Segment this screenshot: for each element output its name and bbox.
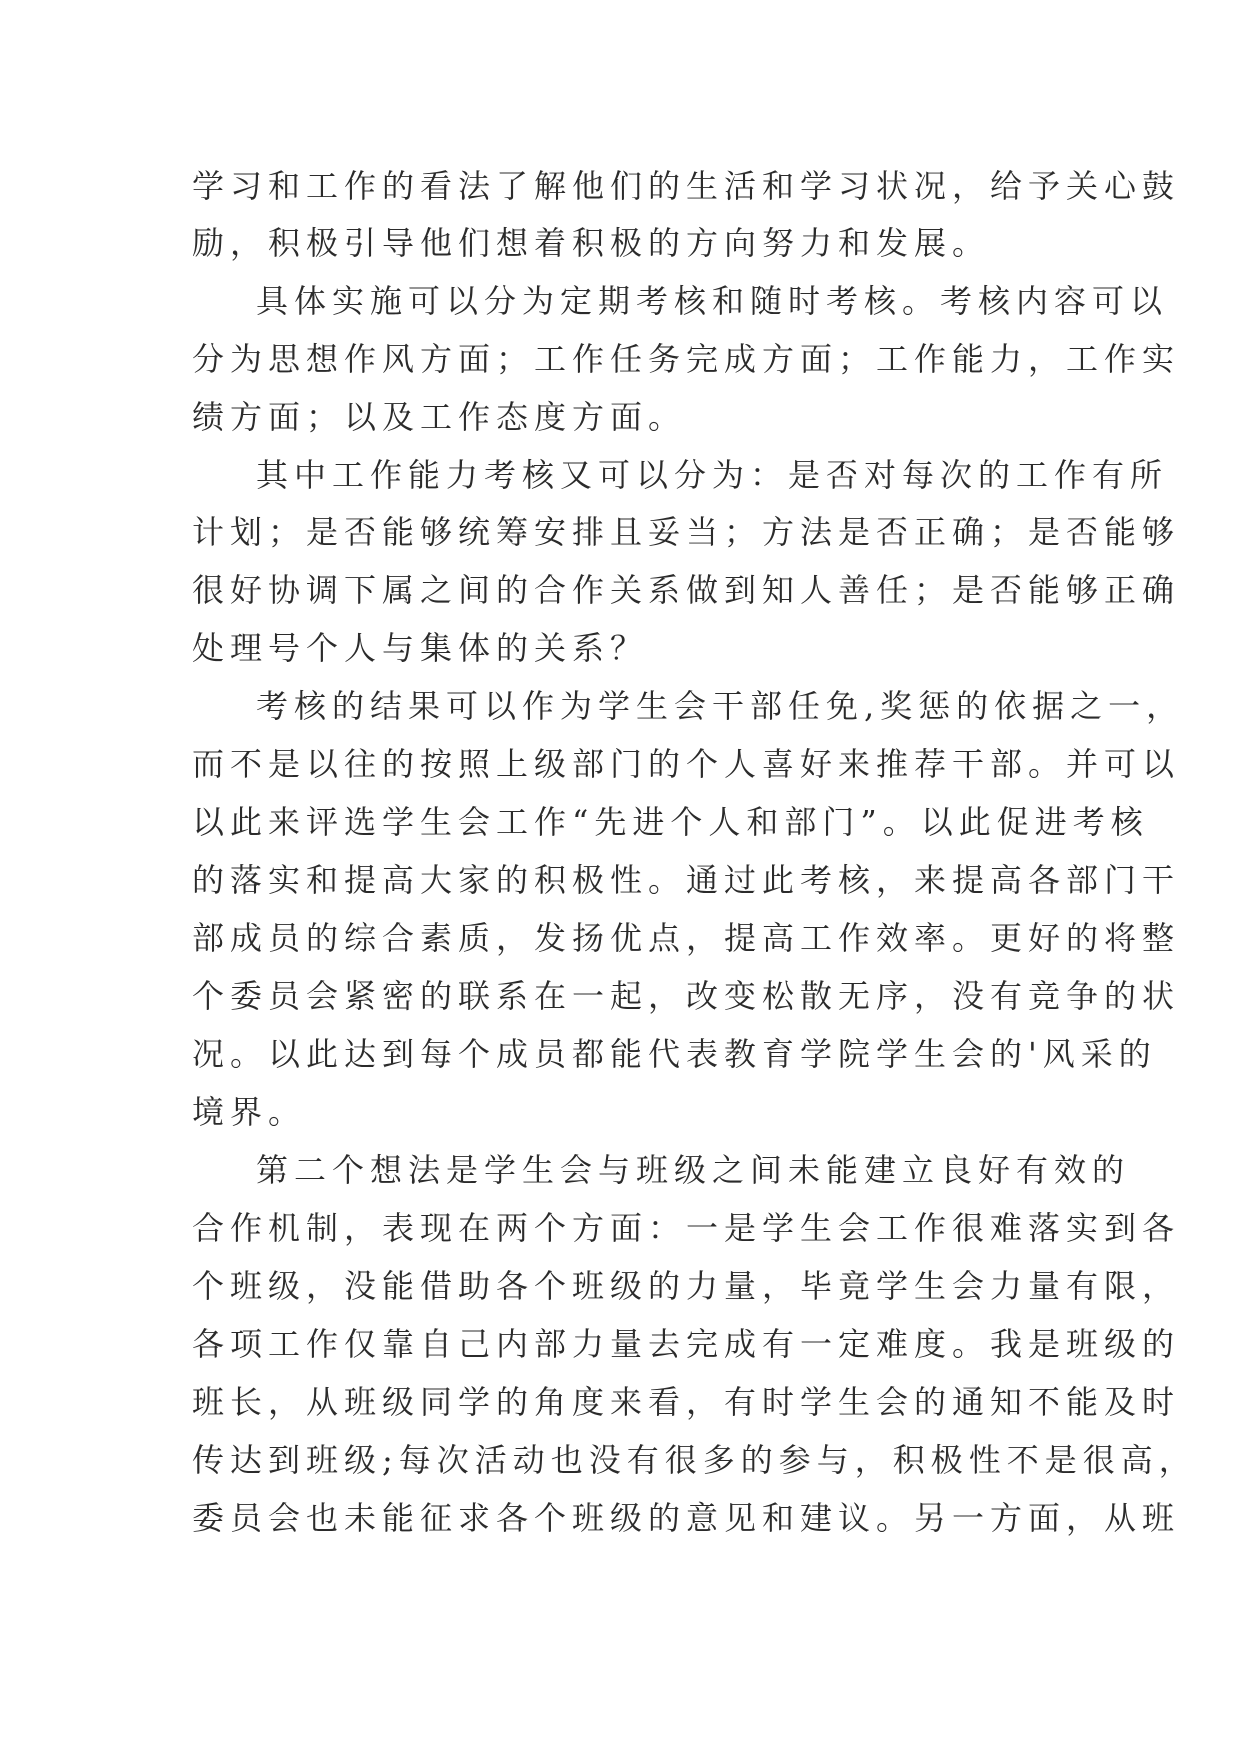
text-line: 各项工作仅靠自己内部力量去完成有一定难度。我是班级的 <box>192 1325 1181 1363</box>
text-line: 个班级，没能借助各个班级的力量，毕竟学生会力量有限， <box>192 1267 1181 1305</box>
text-line: 个委员会紧密的联系在一起，改变松散无序，没有竞争的状 <box>192 977 1181 1015</box>
text-line: 合作机制，表现在两个方面：一是学生会工作很难落实到各 <box>192 1209 1181 1247</box>
text-line: 学习和工作的看法了解他们的生活和学习状况，给予关心鼓 <box>192 167 1181 205</box>
text-line: 励，积极引导他们想着积极的方向努力和发展。 <box>192 224 991 262</box>
text-line: 处理号个人与集体的关系？ <box>192 629 649 667</box>
text-line: 委员会也未能征求各个班级的意见和建议。另一方面，从班 <box>192 1499 1181 1537</box>
text-line: 绩方面；以及工作态度方面。 <box>192 398 687 436</box>
paragraph-start-line: 具体实施可以分为定期考核和随时考核。考核内容可以 <box>256 282 1169 320</box>
text-line: 计划；是否能够统筹安排且妥当；方法是否正确；是否能够 <box>192 513 1181 551</box>
text-line: 分为思想作风方面；工作任务完成方面；工作能力，工作实 <box>192 340 1181 378</box>
paragraph-start-line: 第二个想法是学生会与班级之间未能建立良好有效的 <box>256 1151 1131 1189</box>
paragraph-start-line: 其中工作能力考核又可以分为：是否对每次的工作有所 <box>256 456 1169 494</box>
text-line: 传达到班级;每次活动也没有很多的参与，积极性不是很高， <box>192 1441 1197 1479</box>
text-line: 很好协调下属之间的合作关系做到知人善任；是否能够正确 <box>192 571 1181 609</box>
text-line: 况。以此达到每个成员都能代表教育学院学生会的'风采的 <box>192 1035 1157 1073</box>
text-line: 班长，从班级同学的角度来看，有时学生会的通知不能及时 <box>192 1383 1181 1421</box>
text-line: 境界。 <box>192 1093 307 1131</box>
paragraph-start-line: 考核的结果可以作为学生会干部任免,奖惩的依据之一， <box>256 687 1185 725</box>
text-line: 的落实和提高大家的积极性。通过此考核，来提高各部门干 <box>192 861 1181 899</box>
text-line: 而不是以往的按照上级部门的个人喜好来推荐干部。并可以 <box>192 745 1181 783</box>
text-line: 部成员的综合素质，发扬优点，提高工作效率。更好的将整 <box>192 919 1181 957</box>
text-line: 以此来评选学生会工作“先进个人和部门”。以此促进考核 <box>192 803 1149 841</box>
